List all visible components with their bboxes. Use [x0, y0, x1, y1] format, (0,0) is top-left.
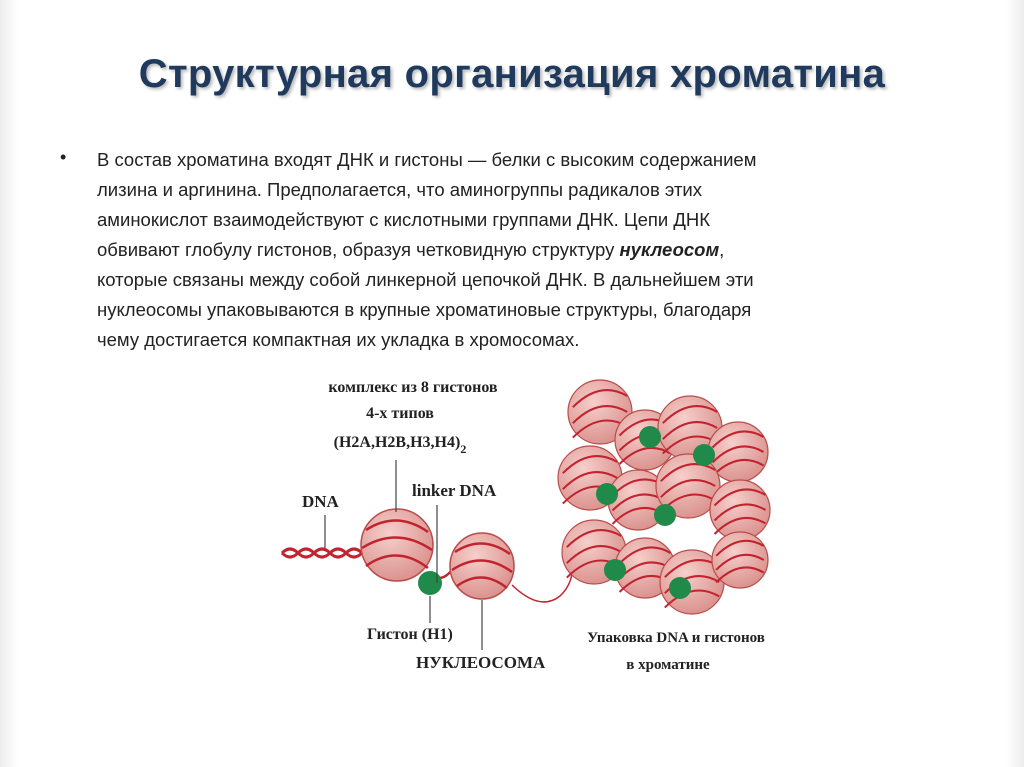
- histone-complex-label-line1: комплекс из 8 гистонов: [328, 379, 498, 396]
- histone-h1-dot: [639, 426, 661, 448]
- histone-h1-dot: [418, 571, 442, 595]
- emphasis-nucleosome: нуклеосом: [619, 239, 720, 260]
- slide-title: Структурная организация хроматина: [138, 52, 886, 96]
- histone-h1-label: Гистон (H1): [367, 626, 453, 643]
- paragraph-line: чему достигается компактная их укладка в хромосомах.: [97, 329, 580, 350]
- bullet-marker: •: [60, 147, 67, 167]
- dna-label: DNA: [302, 492, 339, 511]
- paragraph-line: нуклеосомы упаковываются в крупные хроматиновые структуры, благодаря: [97, 299, 752, 320]
- packed-nucleosome: [710, 480, 770, 540]
- paragraph-text: обвивают глобулу гистонов, образуя четковидную структуру: [97, 239, 620, 260]
- histone-h1-dot: [669, 577, 691, 599]
- histone-h1-dot: [604, 559, 626, 581]
- histone-subscript: 2: [460, 442, 467, 456]
- linker-dna-label: linker DNA: [412, 481, 497, 500]
- nucleosome-bead: [450, 533, 514, 599]
- histone-complex-label-line3: [334, 434, 467, 456]
- paragraph-comma: ,: [719, 239, 725, 260]
- paragraph-line: лизина и аргинина. Предполагается, что аминогруппы радикалов этих: [97, 179, 702, 200]
- histone-h1-dot: [596, 483, 618, 505]
- histone-complex-label-line2: 4-х типов: [366, 405, 434, 422]
- paragraph-line: аминокислот взаимодействуют с кислотными группами ДНК. Цепи ДНК: [97, 209, 711, 230]
- chromatin-fiber: [512, 560, 573, 602]
- histone-h1-dot: [693, 444, 715, 466]
- packing-label-line2: в хроматине: [626, 657, 710, 673]
- packed-chromatin: [558, 380, 770, 614]
- nucleosome-label: НУКЛЕОСОМА: [416, 653, 546, 672]
- packed-nucleosome: [712, 532, 768, 588]
- histone-h1-dot: [654, 504, 676, 526]
- dna-coil: [282, 549, 362, 557]
- paragraph-line: В состав хроматина входят ДНК и гистоны — белки с высоким содержанием: [97, 149, 757, 170]
- histone-types: (H2A,H2B,H3,H4): [333, 434, 461, 451]
- paragraph-line: которые связаны между собой линкерной цепочкой ДНК. В дальнейшем эти: [97, 269, 754, 290]
- nucleosome-bead: [361, 509, 433, 581]
- packing-label-line1: Упаковка DNA и гистонов: [587, 630, 765, 646]
